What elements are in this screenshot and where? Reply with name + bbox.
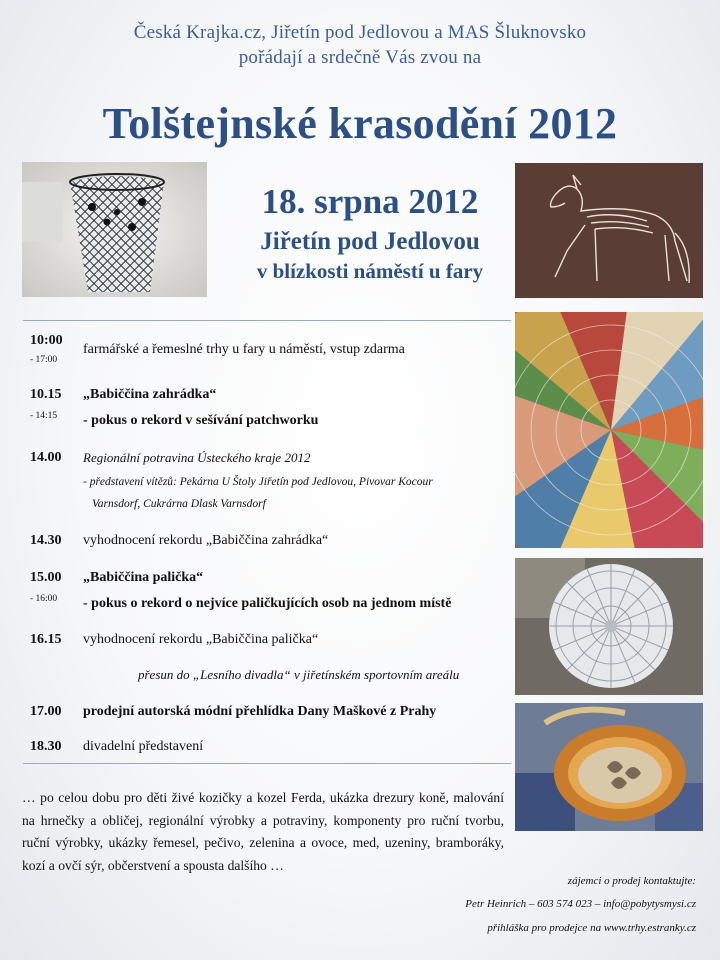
activities-paragraph: … po celou dobu pro děti živé kozičky a kozel Ferda, ukázka drezury koně, malování na hrnečky a obličej, regionální výrobky a potraviny, komponenty pro ruční tvorbu, ruční výrobky, ukázky řemesel, pečivo, zelenina a ovoce, med, uzeniny, bramboráky, kozí a ovčí sýr, občerstvení a spousta dalšího … bbox=[22, 790, 504, 873]
lace-umbrella-photo bbox=[515, 558, 703, 695]
row-text: vyhodnocení rekordu „Babiččina zahrádka“ bbox=[83, 533, 329, 548]
row-subtext: - představení vítězů: Pekárna U Štoly Jiřetín pod Jedlovou, Pivovar Kocour bbox=[83, 476, 433, 488]
row-time: 18.30 bbox=[30, 739, 62, 754]
row-text: divadelní představení bbox=[83, 739, 204, 754]
event-location: v blízkosti náměstí u fary bbox=[256, 259, 484, 283]
schedule-bottom-rule bbox=[23, 763, 511, 764]
basket-photo bbox=[515, 703, 703, 831]
organizers-line: Česká Krajka.cz, Jiřetín pod Jedlovou a MAS Šluknovsko bbox=[133, 22, 587, 43]
row-text: „Babiččina zahrádka“ bbox=[83, 387, 217, 402]
contact-heading: zájemci o prodej kontaktujte: bbox=[567, 875, 696, 887]
row-text: přesun do „Lesního divadla“ v jiřetínském sportovním areálu bbox=[138, 667, 460, 682]
row-time: 14.00 bbox=[30, 450, 62, 465]
row-text: vyhodnocení rekordu „Babiččina palička“ bbox=[83, 632, 319, 647]
lace-vase-photo bbox=[22, 162, 207, 297]
row-time: 10.15 bbox=[30, 387, 62, 402]
page-title: Tolštejnské krasodění 2012 bbox=[102, 99, 618, 148]
row-text: Regionální potravina Ústeckého kraje 2012 bbox=[83, 450, 311, 465]
row-text: farmářské a řemeslné trhy u fary u náměstí, vstup zdarma bbox=[83, 342, 405, 357]
row-end-time: - 14:15 bbox=[30, 411, 58, 421]
row-time: 10:00 bbox=[30, 333, 63, 348]
row-time: 17.00 bbox=[30, 704, 62, 719]
row-time: 16.15 bbox=[30, 632, 62, 647]
row-text: „Babiččina palička“ bbox=[83, 570, 204, 585]
invitation-line: pořádají a srdečně Vás zvou na bbox=[238, 47, 482, 68]
event-date: 18. srpna 2012 bbox=[261, 182, 479, 221]
registration-link[interactable]: přihláška pro prodejce na www.trhy.estranky.cz bbox=[487, 922, 696, 934]
row-time: 14.30 bbox=[30, 533, 62, 548]
event-place: Jiřetín pod Jedlovou bbox=[260, 228, 480, 255]
schedule-top-rule bbox=[23, 320, 511, 321]
row-end-time: - 17:00 bbox=[30, 355, 58, 365]
row-subtext: - pokus o rekord o nejvíce paličkujících osob na jednom místě bbox=[83, 596, 452, 611]
contact-person: Petr Heinrich – 603 574 023 – info@pobytysmysi.cz bbox=[465, 898, 696, 910]
row-text: prodejní autorská módní přehlídka Dany Maškové z Prahy bbox=[83, 704, 437, 719]
row-end-time: - 16:00 bbox=[30, 594, 58, 604]
patchwork-photo bbox=[515, 312, 703, 548]
row-subtext: - pokus o rekord v sešívání patchworku bbox=[83, 413, 319, 428]
row-time: 15.00 bbox=[30, 570, 62, 585]
lace-horse-photo bbox=[515, 163, 703, 298]
row-subtext-cont: Varnsdorf, Cukrárna Dlask Varnsdorf bbox=[92, 498, 266, 510]
